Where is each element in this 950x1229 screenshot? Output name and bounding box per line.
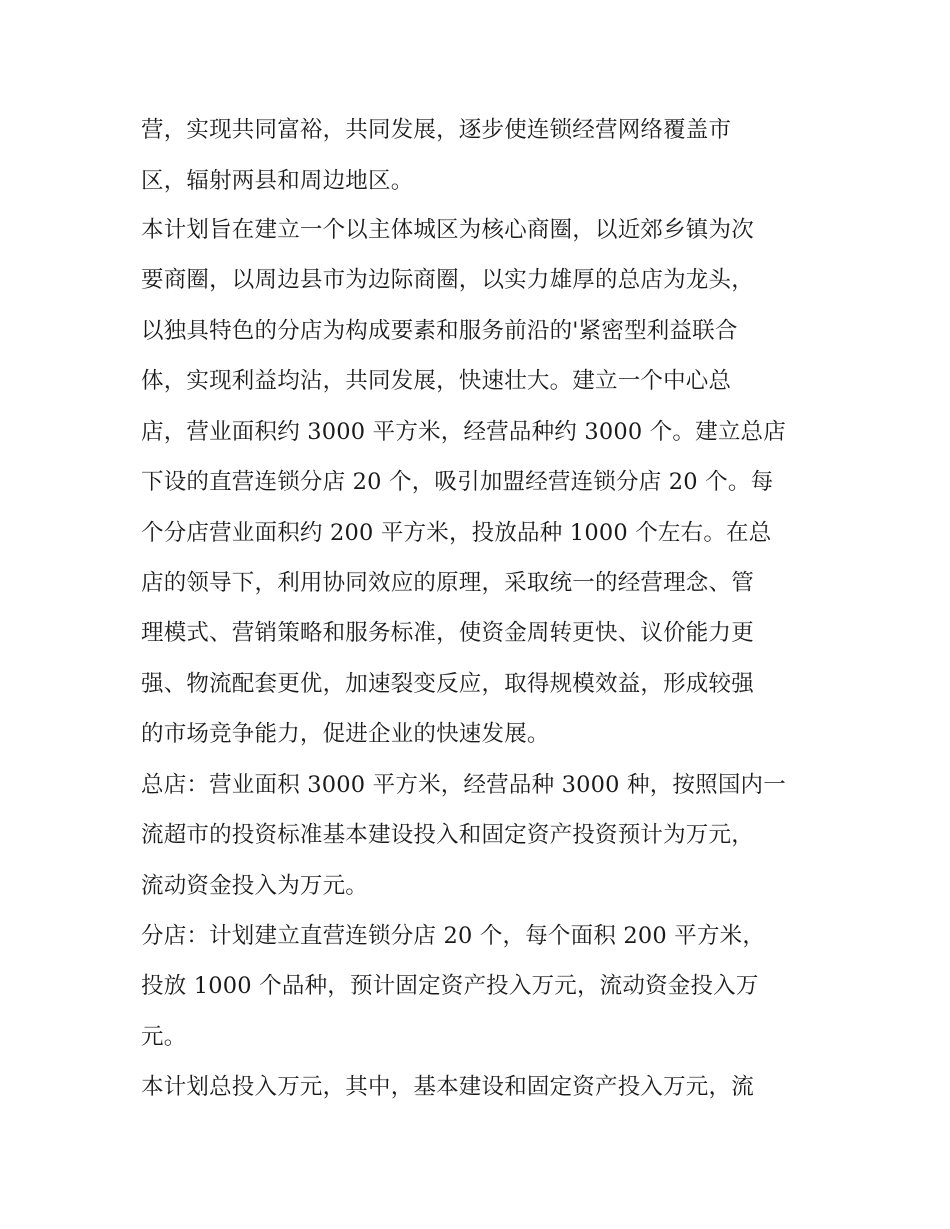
text-line: 店的领导下，利用协同效应的原理，采取统一的经营理念、管	[141, 570, 754, 596]
text-line: 店，营业面积约 3000 平方米，经营品种约 3000 个。建立总店	[141, 419, 786, 445]
text-line: 个分店营业面积约 200 平方米，投放品种 1000 个左右。在总	[141, 520, 772, 546]
text-line: 本计划总投入万元，其中，基本建设和固定资产投入万元，流	[141, 1074, 754, 1100]
text-line: 下设的直营连锁分店 20 个，吸引加盟经营连锁分店 20 个。每	[141, 469, 774, 495]
text-line: 要商圈，以周边县市为边际商圈，以实力雄厚的总店为龙头，	[141, 267, 754, 293]
text-line: 区，辐射两县和周边地区。	[141, 168, 414, 194]
text-line: 强、物流配套更优，加速裂变反应，取得规模效益，形成较强	[141, 671, 754, 697]
text-line: 总店：营业面积 3000 平方米，经营品种 3000 种，按照国内一	[141, 772, 786, 798]
text-line: 体，实现利益均沾，共同发展，快速壮大。建立一个中心总	[141, 368, 732, 394]
text-line: 流超市的投资标准基本建设投入和固定资产投资预计为万元，	[141, 822, 754, 848]
text-line: 本计划旨在建立一个以主体城区为核心商圈，以近郊乡镇为次	[141, 217, 754, 243]
text-line: 元。	[141, 1024, 187, 1050]
text-line: 的市场竞争能力，促进企业的快速发展。	[141, 721, 550, 747]
text-line: 投放 1000 个品种，预计固定资产投入万元，流动资金投入万	[141, 973, 759, 999]
text-line: 流动资金投入为万元。	[141, 873, 369, 899]
text-line: 营，实现共同富裕，共同发展，逐步使连锁经营网络覆盖市	[141, 117, 732, 143]
text-line: 理模式、营销策略和服务标准，使资金周转更快、议价能力更	[141, 620, 754, 646]
text-line: 分店：计划建立直营连锁分店 20 个，每个面积 200 平方米，	[141, 923, 766, 949]
text-line: 以独具特色的分店为构成要素和服务前沿的'紧密型利益联合	[141, 318, 738, 344]
